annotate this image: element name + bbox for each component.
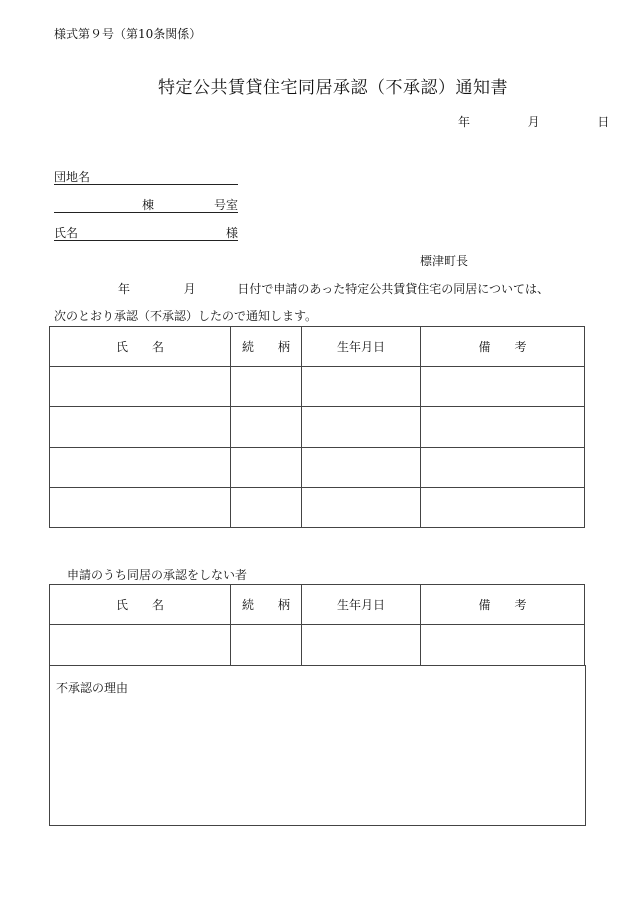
- cell-name: [50, 367, 231, 407]
- date-month-label: 月: [527, 115, 540, 129]
- cohabitant-table: [49, 326, 585, 528]
- cell-name: [50, 625, 231, 666]
- header-relationship: 続 柄: [231, 327, 302, 367]
- complex-name-label: 団地名: [54, 170, 91, 184]
- cell-relationship: [231, 625, 302, 666]
- cell-remarks: [421, 625, 585, 666]
- table-row: [50, 488, 585, 528]
- complex-name-line: [54, 168, 238, 185]
- table-row: [50, 407, 585, 448]
- cell-birthdate: [302, 625, 421, 666]
- form-number: 様式第９号（第10条関係）: [54, 27, 202, 41]
- cell-relationship: [231, 448, 302, 488]
- rejected-persons-heading: 申請のうち同居の承認をしない者: [67, 568, 248, 582]
- sender-name: 標津町長: [420, 254, 469, 268]
- cell-remarks: [421, 407, 585, 448]
- table-row: [50, 448, 585, 488]
- rejected-persons-table: [49, 584, 585, 666]
- cell-name: [50, 488, 231, 528]
- table-row: [50, 367, 585, 407]
- rejection-reason-box: [49, 665, 586, 826]
- header-relationship: 続 柄: [231, 585, 302, 625]
- table-header-row: [50, 327, 585, 367]
- table-header-row: [50, 585, 585, 625]
- body-line-2: 次のとおり承認（不承認）したので通知します。: [54, 309, 318, 323]
- header-remarks: 備 考: [421, 327, 585, 367]
- building-room-line: [54, 196, 238, 213]
- date-year-label: 年: [458, 115, 471, 129]
- cell-birthdate: [302, 367, 421, 407]
- cell-remarks: [421, 488, 585, 528]
- notice-date: [458, 113, 609, 130]
- cell-relationship: [231, 367, 302, 407]
- header-birthdate: 生年月日: [302, 585, 421, 625]
- room-label: 号室: [213, 198, 238, 212]
- table-row: [50, 625, 585, 666]
- cell-remarks: [421, 367, 585, 407]
- cell-birthdate: [302, 488, 421, 528]
- honorific-label: 様: [225, 226, 238, 240]
- header-remarks: 備 考: [421, 585, 585, 625]
- cell-relationship: [231, 488, 302, 528]
- header-name: 氏 名: [50, 585, 231, 625]
- cell-remarks: [421, 448, 585, 488]
- building-label: 棟: [142, 198, 155, 212]
- date-day-label: 日: [597, 115, 610, 129]
- document-title: 特定公共賃貸住宅同居承認（不承認）通知書: [158, 78, 508, 98]
- cell-name: [50, 448, 231, 488]
- body-year: 年: [118, 282, 131, 296]
- recipient-name-label: 氏名: [54, 226, 79, 240]
- header-name: 氏 名: [50, 327, 231, 367]
- cell-name: [50, 407, 231, 448]
- rejection-reason-label: 不承認の理由: [56, 681, 129, 695]
- cell-birthdate: [302, 448, 421, 488]
- recipient-name-line: [54, 224, 238, 241]
- body-line-1: [118, 280, 549, 297]
- body-line-1-text: 日付で申請のあった特定公共賃貸住宅の同居については、: [237, 282, 549, 296]
- cell-birthdate: [302, 407, 421, 448]
- body-month: 月: [183, 282, 196, 296]
- cell-relationship: [231, 407, 302, 448]
- header-birthdate: 生年月日: [302, 327, 421, 367]
